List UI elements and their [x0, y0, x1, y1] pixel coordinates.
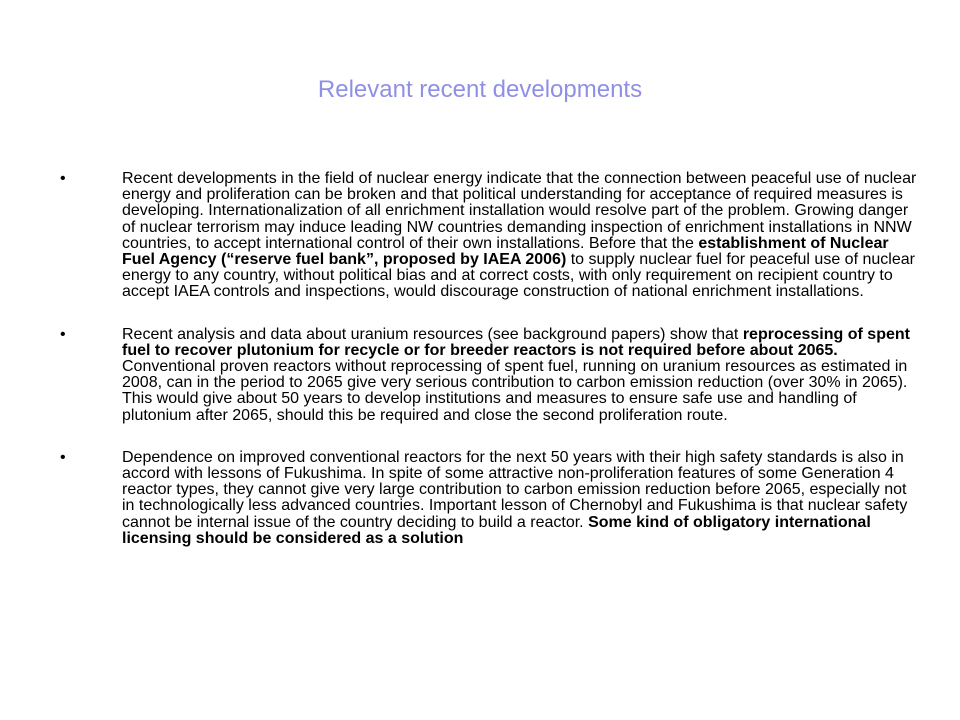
- bold-text-segment: reprocessing of spent fuel to recover plutonium for recycle or for breeder reactors is not required before about 2065.: [122, 325, 910, 359]
- slide-title: Relevant recent developments: [317, 76, 643, 103]
- text-segment: to supply nuclear fuel for peaceful use of nuclear energy to any country, without political bias and at correct costs, with only requirement on recipient country to accept IAEA controls and inspections, would discourage construction of national enrichment installations.: [122, 251, 915, 301]
- bullet-dot-icon: •: [60, 325, 66, 343]
- text-segment: Conventional proven reactors without reprocessing of spent fuel, running on uranium resources as estimated in 2008, can in the period to 2065 give very serious contribution to carbon emission reduction (over 30% in 2065). This would give about 50 years to develop institutions and measures to ensure safe use and handling of plutonium after 2065, should this be required and close the second proliferation route.: [122, 358, 908, 424]
- bullet-text: [122, 171, 920, 301]
- bullet-item-2: [60, 327, 920, 424]
- bold-text-segment: Some kind of obligatory international licensing should be considered as a solution: [122, 513, 871, 547]
- bullet-item-3: [60, 450, 920, 547]
- bullet-dot-icon: •: [60, 448, 66, 466]
- text-segment: Dependence on improved conventional reactors for the next 50 years with their high safety standards is also in accord with lessons of Fukushima. In spite of some attractive non-proliferation features of some Generation 4 reactor types, they cannot give very large contribution to carbon emission reduction before 2065, especially not in technologically less advanced countries. Important lesson of Chernobyl and Fukushima is that nuclear safety cannot be internal issue of the country deciding to build a reactor.: [122, 448, 908, 531]
- text-segment: Recent analysis and data about uranium resources (see background papers) show that: [122, 325, 743, 343]
- bullet-item-1: [60, 171, 920, 301]
- bold-text-segment: establishment of Nuclear Fuel Agency (“reserve fuel bank”, proposed by IAEA 2006): [122, 234, 889, 269]
- text-segment: Recent developments in the field of nuclear energy indicate that the connection between peaceful use of nuclear energy and proliferation can be broken and that political understanding for acceptance of required measures is developing. Internationalization of all enrichment installation would resolve part of the problem. Growing danger of nuclear terrorism may induce leading NW countries demanding inspection of enrichment installations in NNW countries, to accept international control of their own installations. Before that the: [122, 170, 917, 252]
- bullet-dot-icon: •: [60, 170, 66, 187]
- bullet-text: [122, 450, 920, 547]
- bullet-text: [122, 327, 920, 424]
- bullet-list: [60, 171, 920, 573]
